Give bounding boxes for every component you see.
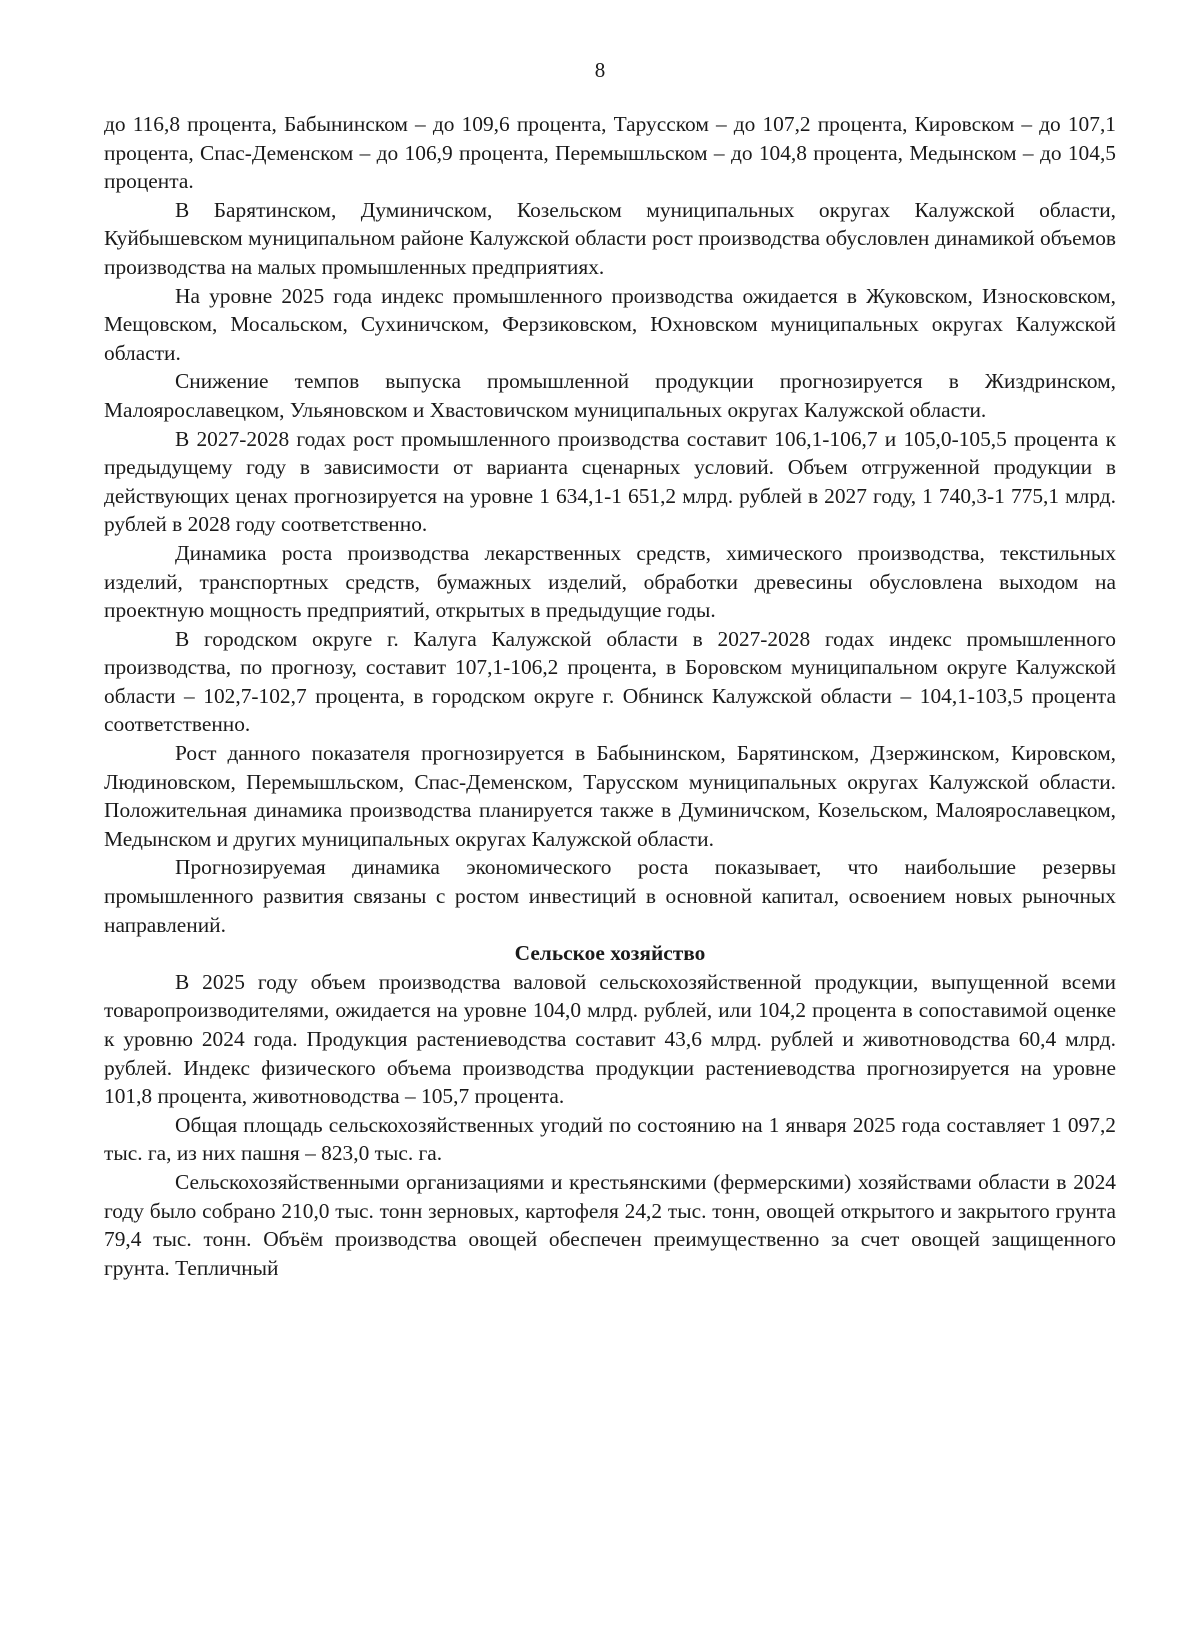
paragraph: Общая площадь сельскохозяйственных угодий по состоянию на 1 января 2025 года составляет 1 097,2 тыс. га, из них пашня – 823,0 тыс. га. (104, 1112, 1116, 1166)
paragraph: Сельскохозяйственными организациями и крестьянскими (фермерскими) хозяйствами области в 2024 году было собрано 210,0 тыс. тонн зерновых, картофеля 24,2 тыс. тонн, овощей открытого и закрытого грунта 79,4 тыс. тонн. Объём производства овощей обеспечен преимущественно за счет овощей защищенного грунта. Тепличный (104, 1169, 1116, 1280)
page-number: 8 (594, 58, 606, 82)
document-body (104, 110, 1116, 1282)
paragraph: В 2027-2028 годах рост промышленного производства составит 106,1-106,7 и 105,0-105,5 процента к предыдущему году в зависимости от варианта сценарных условий. Объем отгруженной продукции в действующих ценах прогнозируется на уровне 1 634,1-1 651,2 млрд. рублей в 2027 году, 1 740,3-1 775,1 млрд. рублей в 2028 году соответственно. (104, 426, 1116, 537)
paragraph: до 116,8 процента, Бабынинском – до 109,6 процента, Тарусском – до 107,2 процента, Кировском – до 107,1 процента, Спас-Деменском – до 106,9 процента, Перемышльском – до 104,8 процента, Медынском – до 104,5 процента. (104, 112, 1116, 194)
paragraph: Прогнозируемая динамика экономического роста показывает, что наибольшие резервы промышленного развития связаны с ростом инвестиций в основной капитал, освоением новых рыночных направлений. (104, 855, 1116, 937)
paragraph: Рост данного показателя прогнозируется в Бабынинском, Барятинском, Дзержинском, Кировском, Людиновском, Перемышльском, Спас-Деменском, Тарусском муниципальных округах Калужской области. Положительная динамика производства планируется также в Думиничском, Козельском, Малоярославецком, Медынском и других муниципальных округах Калужской области. (104, 741, 1116, 851)
paragraph: Динамика роста производства лекарственных средств, химического производства, текстильных изделий, транспортных средств, бумажных изделий, обработки древесины обусловлена выходом на проектную мощность предприятий, открытых в предыдущие годы. (104, 540, 1116, 623)
paragraph: На уровне 2025 года индекс промышленного производства ожидается в Жуковском, Износковском, Мещовском, Мосальском, Сухиничском, Ферзиковском, Юхновском муниципальных округах Калужской области. (104, 283, 1116, 365)
paragraph: В 2025 году объем производства валовой сельскохозяйственной продукции, выпущенной всеми товаропроизводителями, ожидается на уровне 104,0 млрд. рублей, или 104,2 процента в сопоставимой оценке к уровню 2024 года. Продукция растениеводства составит 43,6 млрд. рублей и животноводства 60,4 млрд. рублей. Индекс физического объема производства продукции растениеводства прогнозируется на уровне 101,8 процента, животноводства – 105,7 процента. (104, 969, 1116, 1109)
paragraph: В Барятинском, Думиничском, Козельском муниципальных округах Калужской области, Куйбышевском муниципальном районе Калужской области рост производства обусловлен динамикой объемов производства на малых промышленных предприятиях. (104, 197, 1116, 279)
paragraph: В городском округе г. Калуга Калужской области в 2027-2028 годах индекс промышленного производства, по прогнозу, составит 107,1-106,2 процента, в Боровском муниципальном округе Калужской области – 102,7-102,7 процента, в городском округе г. Обнинск Калужской области – 104,1-103,5 процента соответственно. (104, 626, 1116, 737)
section-title: Сельское хозяйство (514, 941, 706, 966)
paragraph: Снижение темпов выпуска промышленной продукции прогнозируется в Жиздринском, Малоярославецком, Ульяновском и Хвастовичском муниципальных округах Калужской области. (104, 369, 1116, 422)
